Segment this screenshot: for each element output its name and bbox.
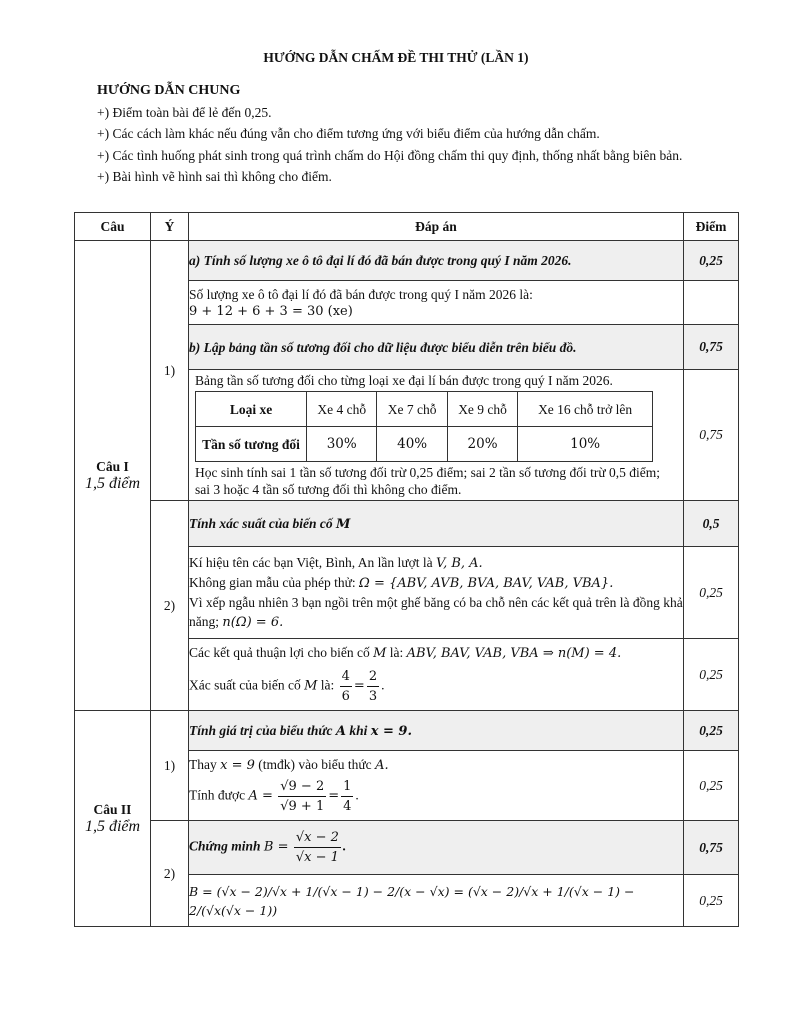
c-title-text: Tính giá trị của biểu thức [189, 722, 333, 738]
table-row [75, 241, 739, 281]
part-p2-score: 0,25 [684, 639, 739, 711]
part-a-line-2: 9 + 12 + 6 + 3 = 30 (xe) [189, 303, 353, 319]
table-row [75, 711, 739, 751]
p1-line-2-math: Ω = {ABV, AVB, BVA, BAV, VAB, VBA}. [359, 576, 614, 591]
general-item-2: +) Các cách làm khác nếu đúng vẫn cho điểm tương ứng với biểu điểm của hướng dẫn chấm. [97, 126, 600, 142]
freq-row-0: Tần số tương đối [196, 427, 307, 462]
general-guidelines [97, 80, 707, 188]
p2-line-1-text-b: là: [389, 645, 404, 660]
general-item-4: +) Bài hình vẽ hình sai thì không cho điểm. [97, 169, 332, 185]
p1-line-3-math: n(Ω) = 6. [222, 615, 284, 630]
c-line-2-text: Tính được [189, 787, 246, 803]
table-row [75, 501, 739, 547]
part-b-body-score: 0,75 [684, 370, 739, 501]
table-header-row [75, 213, 739, 241]
probability-fraction-1: $\frac{4}{6}$ [341, 669, 350, 704]
p2-line-2-var: M [304, 678, 318, 694]
d-title-text: Chứng minh [189, 838, 261, 854]
y-2-label: 2) [151, 501, 189, 711]
part-p-title-var: M [336, 516, 351, 532]
part-d-answer: B = (√x − 2)/√x + 1/(√x − 1) − 2/(x − √x) = (√x − 2)/√x + 1/(√x − 1) − 2/(√x(√x − 1)) [189, 875, 684, 927]
part-a-answer [189, 281, 684, 325]
grading-table [74, 212, 739, 927]
general-heading: HƯỚNG DẪN CHUNG [97, 83, 241, 98]
header-dap-an: Đáp án [189, 213, 684, 241]
document-title: HƯỚNG DẪN CHẤM ĐỀ THI THỬ (LẦN 1) [263, 50, 529, 65]
cau-2-label: Câu II [93, 801, 132, 817]
y-1-label-cau-2: 1) [151, 711, 189, 821]
part-a-title: a) Tính số lượng xe ô tô đại lí đó đã bán được trong quý I năm 2026. [189, 241, 684, 281]
part-p-title-text: Tính xác suất của biến cố [189, 515, 333, 531]
header-diem: Điểm [684, 213, 739, 241]
c-line-1-var: A. [375, 758, 389, 773]
part-b-note: Học sinh tính sai 1 tần số tương đối trừ 0,25 điểm; sai 2 tần số tương đối trừ 0,5 điểm; sai 3 hoặc 4 tần số tương đối thì không cho điểm. [195, 465, 661, 497]
part-p-score: 0,5 [684, 501, 739, 547]
c-title-math: x = 9. [370, 723, 412, 739]
c-line-2-math: A = [248, 788, 273, 804]
c-title-text-b: khi [349, 722, 368, 738]
cau-1-cell [75, 241, 151, 711]
part-d-body-score: 0,25 [684, 875, 739, 927]
d-title-fraction: $\frac{√x - 2}{√x - 1}$ [295, 830, 339, 865]
general-item-3: +) Các tình huống phát sinh trong quá trình chấm do Hội đồng chấm thi quy định, thống nhất bằng biên bản. [97, 147, 683, 163]
part-b-answer [189, 370, 684, 501]
part-b-title: b) Lập bảng tần số tương đối cho dữ liệu được biểu diễn trên biểu đồ. [189, 325, 684, 370]
part-d-score: 0,75 [684, 821, 739, 875]
part-p1-answer [189, 547, 684, 639]
part-p2-answer: Các kết quả thuận lợi cho biến cố M là: ABV, BAV, VAB, VBA ⇒ n(M) = 4. Xác suất của biến cố M là: $\frac{4}{6}$ = $\frac{2}{3}$ . [189, 639, 684, 711]
header-y: Ý [151, 213, 189, 241]
probability-fraction-2: $\frac{2}{3}$ [368, 669, 378, 704]
value-fraction-2: $\frac{1}{4}$ [343, 779, 352, 814]
freq-header-1: Xe 4 chỗ [307, 392, 377, 427]
y-2-label-cau-2: 2) [151, 821, 189, 927]
part-a-score: 0,25 [684, 241, 739, 281]
freq-header-4: Xe 16 chỗ trở lên [518, 392, 653, 427]
part-b-score: 0,75 [684, 325, 739, 370]
cau-2-points: 1,5 điểm [84, 817, 141, 835]
table-row [75, 821, 739, 875]
part-c-answer: Thay x = 9 (tmđk) vào biểu thức A. Tính được A = $\frac{√9 - 2}{√9 + 1}$ = $\frac{1}{4}$ . [189, 751, 684, 821]
freq-row-3: 20% [447, 427, 517, 462]
p2-line-2-text: Xác suất của biến cố [189, 677, 301, 693]
cau-1-points: 1,5 điểm [84, 474, 141, 492]
part-p1-score: 0,25 [684, 547, 739, 639]
c-line-1-text: Thay [189, 757, 217, 772]
p1-line-1-math: V, B, A. [435, 556, 483, 571]
c-line-1-math: x = 9 [220, 758, 255, 773]
d-title-math: B = [263, 839, 289, 855]
cau-2-cell [75, 711, 151, 927]
freq-header-0: Loại xe [196, 392, 307, 427]
cau-1-label: Câu I [96, 458, 129, 474]
p1-line-3-text: Vì xếp ngẫu nhiên 3 bạn ngồi trên một ghế băng có ba chỗ nên các kết quả trên là đồng khả năng; [189, 595, 683, 629]
y-1-label: 1) [151, 241, 189, 501]
freq-header-3: Xe 9 chỗ [447, 392, 517, 427]
p1-line-1-text: Kí hiệu tên các bạn Việt, Bình, An lần lượt là [189, 555, 433, 570]
part-a-empty-score [684, 281, 739, 325]
part-p-title [189, 501, 684, 547]
c-title-var: A [335, 723, 346, 739]
p1-line-2-text: Không gian mẫu của phép thử: [189, 575, 356, 590]
part-c-body-score: 0,25 [684, 751, 739, 821]
p2-line-1-math: ABV, BAV, VAB, VBA ⇒ n(M) = 4. [406, 646, 622, 661]
part-a-line-1: Số lượng xe ô tô đại lí đó đã bán được trong quý I năm 2026 là: [189, 286, 533, 302]
frequency-table [195, 391, 653, 462]
header-cau: Câu [75, 213, 151, 241]
part-c-score: 0,25 [684, 711, 739, 751]
value-fraction-1: $\frac{√9 - 2}{√9 + 1}$ [280, 779, 325, 814]
general-item-1: +) Điểm toàn bài để lẻ đến 0,25. [97, 104, 272, 120]
p2-line-2-text-b: là: [320, 677, 335, 693]
part-b-line-1: Bảng tần số tương đối cho từng loại xe đại lí bán được trong quý I năm 2026. [195, 373, 613, 388]
p2-line-1-var: M [373, 646, 387, 661]
freq-row-2: 40% [377, 427, 447, 462]
freq-row-1: 30% [307, 427, 377, 462]
part-c-title [189, 711, 684, 751]
c-line-1-text-b: (tmđk) vào biểu thức [258, 757, 372, 772]
part-d-title: Chứng minh B = $\frac{√x - 2}{√x - 1}$ . [189, 821, 684, 875]
freq-header-2: Xe 7 chỗ [377, 392, 447, 427]
freq-row-4: 10% [518, 427, 653, 462]
p2-line-1-text: Các kết quả thuận lợi cho biến cố [189, 645, 370, 660]
